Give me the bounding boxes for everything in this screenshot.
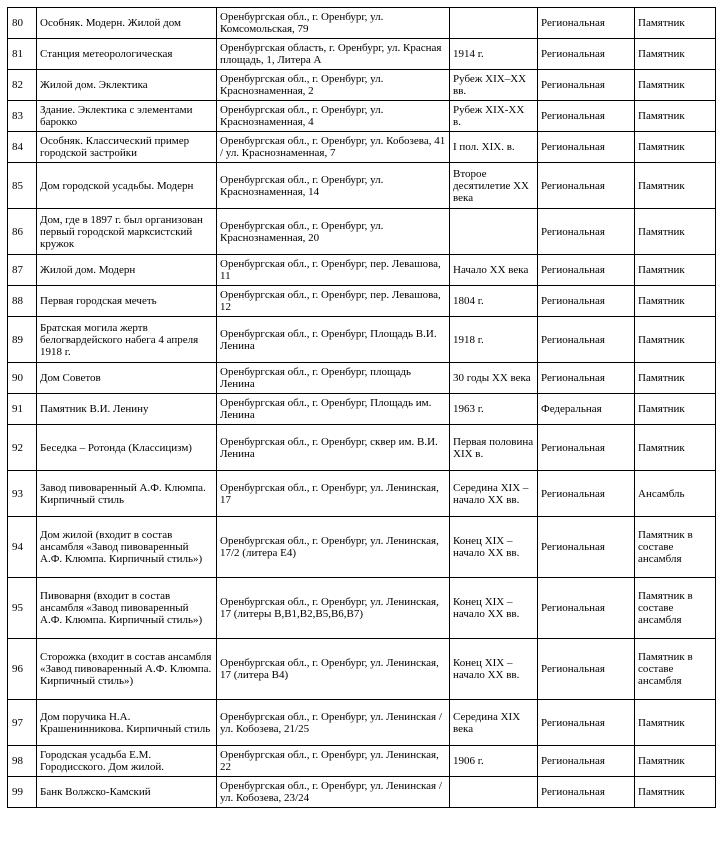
- object-name-cell: Городская усадьба Е.М. Городисского. Дом жилой.: [37, 746, 217, 777]
- address-cell: Оренбургская обл., г. Оренбург, сквер им. В.И. Ленина: [217, 425, 450, 471]
- address-cell: Оренбургская обл., г. Оренбург, ул. Краснознаменная, 20: [217, 209, 450, 255]
- address-cell: Оренбургская обл., г. Оренбург, площадь Ленина: [217, 363, 450, 394]
- table-row: [8, 363, 716, 394]
- address-cell: Оренбургская обл., г. Оренбург, пер. Левашова, 11: [217, 255, 450, 286]
- object-type-cell: Памятник: [635, 132, 716, 163]
- significance-cell: Региональная: [538, 517, 635, 578]
- date-cell: Конец XIX – начало XX вв.: [450, 517, 538, 578]
- row-number-cell: 94: [8, 517, 37, 578]
- address-cell: Оренбургская обл., г. Оренбург, пер. Левашова, 12: [217, 286, 450, 317]
- object-type-cell: Памятник в составе ансамбля: [635, 639, 716, 700]
- significance-cell: Региональная: [538, 317, 635, 363]
- date-cell: Конец XIX – начало XX вв.: [450, 578, 538, 639]
- address-cell: Оренбургская обл., г. Оренбург, Площадь В.И. Ленина: [217, 317, 450, 363]
- row-number-cell: 92: [8, 425, 37, 471]
- row-number-cell: 84: [8, 132, 37, 163]
- significance-cell: Региональная: [538, 101, 635, 132]
- row-number-cell: 99: [8, 777, 37, 808]
- object-name-cell: Пивоварня (входит в состав ансамбля «Завод пивоваренный А.Ф. Клюмпа. Кирпичный стиль»): [37, 578, 217, 639]
- object-type-cell: Памятник: [635, 777, 716, 808]
- table-row: [8, 286, 716, 317]
- object-type-cell: Памятник в составе ансамбля: [635, 517, 716, 578]
- object-type-cell: Ансамбль: [635, 471, 716, 517]
- object-name-cell: Жилой дом. Эклектика: [37, 70, 217, 101]
- address-cell: Оренбургская обл., г. Оренбург, ул. Ленинская / ул. Кобозева, 21/25: [217, 700, 450, 746]
- table-row: [8, 578, 716, 639]
- table-row: [8, 317, 716, 363]
- row-number-cell: 97: [8, 700, 37, 746]
- significance-cell: Региональная: [538, 700, 635, 746]
- row-number-cell: 82: [8, 70, 37, 101]
- date-cell: 1914 г.: [450, 39, 538, 70]
- row-number-cell: 83: [8, 101, 37, 132]
- significance-cell: Федеральная: [538, 394, 635, 425]
- table-row: [8, 8, 716, 39]
- table-row: [8, 255, 716, 286]
- object-type-cell: Памятник: [635, 394, 716, 425]
- table-row: [8, 70, 716, 101]
- table-row: [8, 163, 716, 209]
- row-number-cell: 91: [8, 394, 37, 425]
- address-cell: Оренбургская обл., г. Оренбург, ул. Краснознаменная, 2: [217, 70, 450, 101]
- address-cell: Оренбургская обл., г. Оренбург, ул. Ленинская, 22: [217, 746, 450, 777]
- significance-cell: Региональная: [538, 471, 635, 517]
- date-cell: Середина XIX – начало XX вв.: [450, 471, 538, 517]
- significance-cell: Региональная: [538, 578, 635, 639]
- date-cell: I пол. XIX. в.: [450, 132, 538, 163]
- date-cell: Рубеж XIX-XX в.: [450, 101, 538, 132]
- object-type-cell: Памятник: [635, 746, 716, 777]
- significance-cell: Региональная: [538, 363, 635, 394]
- object-name-cell: Дом Советов: [37, 363, 217, 394]
- date-cell: [450, 777, 538, 808]
- date-cell: Первая половина XIX в.: [450, 425, 538, 471]
- object-name-cell: Особняк. Модерн. Жилой дом: [37, 8, 217, 39]
- row-number-cell: 87: [8, 255, 37, 286]
- row-number-cell: 88: [8, 286, 37, 317]
- row-number-cell: 95: [8, 578, 37, 639]
- significance-cell: Региональная: [538, 777, 635, 808]
- row-number-cell: 93: [8, 471, 37, 517]
- table-row: [8, 700, 716, 746]
- object-type-cell: Памятник: [635, 70, 716, 101]
- object-name-cell: Банк Волжско-Камский: [37, 777, 217, 808]
- table-row: [8, 132, 716, 163]
- date-cell: 30 годы XX века: [450, 363, 538, 394]
- row-number-cell: 81: [8, 39, 37, 70]
- significance-cell: Региональная: [538, 639, 635, 700]
- significance-cell: Региональная: [538, 163, 635, 209]
- date-cell: 1906 г.: [450, 746, 538, 777]
- table-row: [8, 517, 716, 578]
- table-row: [8, 777, 716, 808]
- date-cell: 1804 г.: [450, 286, 538, 317]
- object-type-cell: Памятник: [635, 363, 716, 394]
- object-name-cell: Памятник В.И. Ленину: [37, 394, 217, 425]
- significance-cell: Региональная: [538, 286, 635, 317]
- address-cell: Оренбургская обл., г. Оренбург, ул. Ленинская, 17 (литера В4): [217, 639, 450, 700]
- table-row: [8, 101, 716, 132]
- object-type-cell: Памятник: [635, 255, 716, 286]
- object-type-cell: Памятник: [635, 163, 716, 209]
- object-type-cell: Памятник: [635, 39, 716, 70]
- object-name-cell: Станция метеорологическая: [37, 39, 217, 70]
- row-number-cell: 85: [8, 163, 37, 209]
- address-cell: Оренбургская обл., г. Оренбург, ул. Комсомольская, 79: [217, 8, 450, 39]
- date-cell: Рубеж XIX–XX вв.: [450, 70, 538, 101]
- object-type-cell: Памятник в составе ансамбля: [635, 578, 716, 639]
- address-cell: Оренбургская обл., г. Оренбург, ул. Ленинская, 17/2 (литера Е4): [217, 517, 450, 578]
- address-cell: Оренбургская обл., г. Оренбург, ул. Кобозева, 41 / ул. Краснознаменная, 7: [217, 132, 450, 163]
- row-number-cell: 96: [8, 639, 37, 700]
- table-row: [8, 746, 716, 777]
- object-name-cell: Дом городской усадьбы. Модерн: [37, 163, 217, 209]
- address-cell: Оренбургская обл., г. Оренбург, ул. Ленинская, 17 (литеры В,В1,В2,В5,В6,В7): [217, 578, 450, 639]
- object-type-cell: Памятник: [635, 700, 716, 746]
- table-body: [8, 8, 716, 808]
- address-cell: Оренбургская обл., г. Оренбург, Площадь им. Ленина: [217, 394, 450, 425]
- date-cell: 1963 г.: [450, 394, 538, 425]
- object-type-cell: Памятник: [635, 286, 716, 317]
- object-name-cell: Дом поручика Н.А. Крашенинникова. Кирпичный стиль: [37, 700, 217, 746]
- object-name-cell: Жилой дом. Модерн: [37, 255, 217, 286]
- table-row: [8, 39, 716, 70]
- address-cell: Оренбургская область, г. Оренбург, ул. Красная площадь, 1, Литера А: [217, 39, 450, 70]
- table-row: [8, 425, 716, 471]
- date-cell: Конец XIX – начало XX вв.: [450, 639, 538, 700]
- address-cell: Оренбургская обл., г. Оренбург, ул. Ленинская, 17: [217, 471, 450, 517]
- date-cell: [450, 8, 538, 39]
- date-cell: Начало XX века: [450, 255, 538, 286]
- address-cell: Оренбургская обл., г. Оренбург, ул. Краснознаменная, 14: [217, 163, 450, 209]
- object-type-cell: Памятник: [635, 209, 716, 255]
- significance-cell: Региональная: [538, 209, 635, 255]
- address-cell: Оренбургская обл., г. Оренбург, ул. Краснознаменная, 4: [217, 101, 450, 132]
- table-row: [8, 394, 716, 425]
- table-row: [8, 209, 716, 255]
- object-name-cell: Завод пивоваренный А.Ф. Клюмпа. Кирпичный стиль: [37, 471, 217, 517]
- object-type-cell: Памятник: [635, 101, 716, 132]
- object-name-cell: Дом жилой (входит в состав ансамбля «Завод пивоваренный А.Ф. Клюмпа. Кирпичный стиль»): [37, 517, 217, 578]
- table-row: [8, 471, 716, 517]
- date-cell: Середина XIX века: [450, 700, 538, 746]
- object-type-cell: Памятник: [635, 425, 716, 471]
- row-number-cell: 98: [8, 746, 37, 777]
- object-type-cell: Памятник: [635, 8, 716, 39]
- object-name-cell: Особняк. Классический пример городской застройки: [37, 132, 217, 163]
- address-cell: Оренбургская обл., г. Оренбург, ул. Ленинская / ул. Кобозева, 23/24: [217, 777, 450, 808]
- heritage-objects-table: [7, 7, 716, 808]
- object-name-cell: Дом, где в 1897 г. был организован первый городской марксистский кружок: [37, 209, 217, 255]
- object-name-cell: Первая городская мечеть: [37, 286, 217, 317]
- row-number-cell: 86: [8, 209, 37, 255]
- date-cell: [450, 209, 538, 255]
- object-type-cell: Памятник: [635, 317, 716, 363]
- object-name-cell: Здание. Эклектика с элементами барокко: [37, 101, 217, 132]
- row-number-cell: 90: [8, 363, 37, 394]
- significance-cell: Региональная: [538, 132, 635, 163]
- object-name-cell: Беседка – Ротонда (Классицизм): [37, 425, 217, 471]
- object-name-cell: Братская могила жертв белогвардейского набега 4 апреля 1918 г.: [37, 317, 217, 363]
- significance-cell: Региональная: [538, 255, 635, 286]
- table-row: [8, 639, 716, 700]
- row-number-cell: 89: [8, 317, 37, 363]
- significance-cell: Региональная: [538, 70, 635, 101]
- date-cell: 1918 г.: [450, 317, 538, 363]
- date-cell: Второе десятилетие XX века: [450, 163, 538, 209]
- significance-cell: Региональная: [538, 8, 635, 39]
- row-number-cell: 80: [8, 8, 37, 39]
- significance-cell: Региональная: [538, 746, 635, 777]
- object-name-cell: Сторожка (входит в состав ансамбля «Завод пивоваренный А.Ф. Клюмпа. Кирпичный стиль»): [37, 639, 217, 700]
- significance-cell: Региональная: [538, 425, 635, 471]
- significance-cell: Региональная: [538, 39, 635, 70]
